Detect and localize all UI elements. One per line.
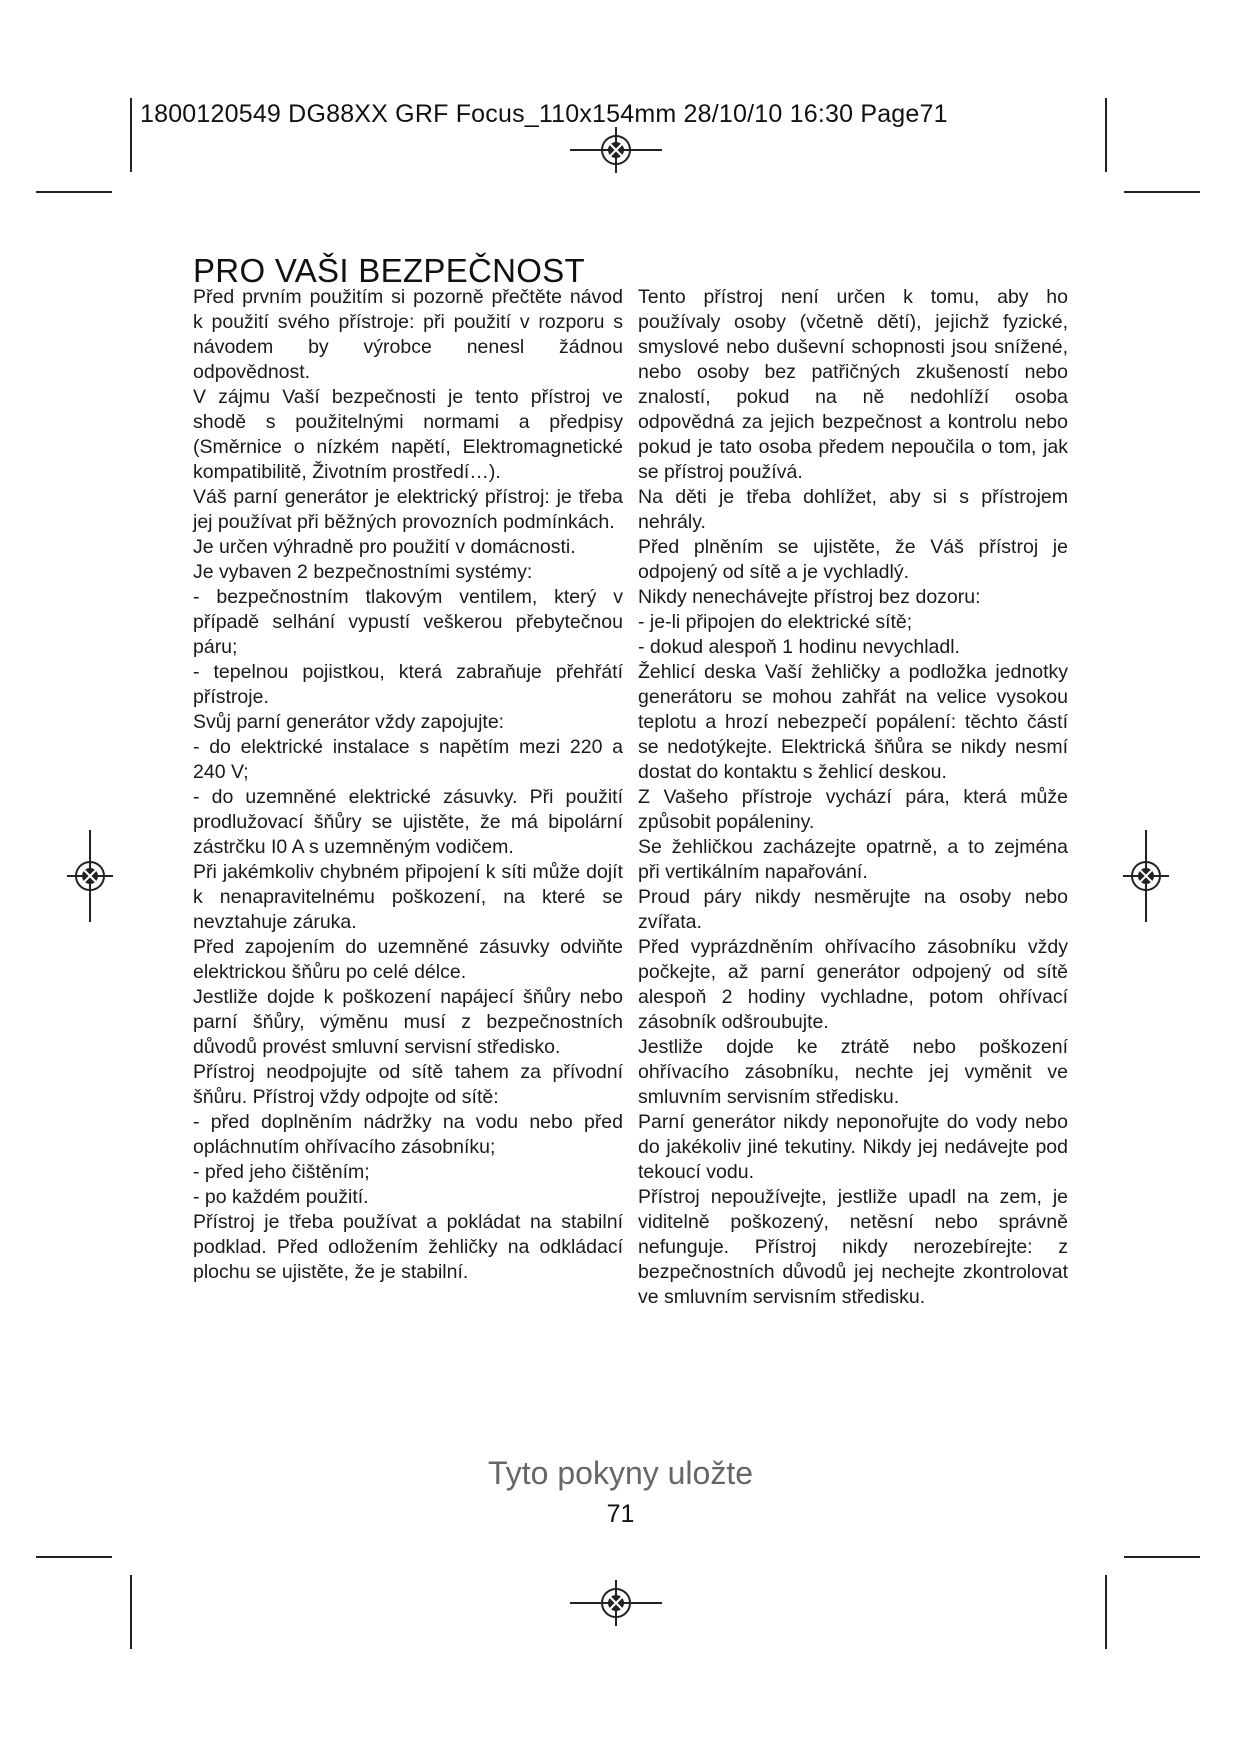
list-item: - před jeho čištěním; [193,1161,370,1183]
crop-mark-bottom-right-vertical [1105,1575,1107,1649]
paragraph: Před vyprázdněním ohřívacího zásobníku vždy počkejte, až parní generátor odpojený od sítě alespoň 2 hodiny vychladne, potom ohřívací zásobník odšroubujte. [638,936,1068,1033]
registration-mark-icon [570,1580,662,1626]
paragraph: Před zapojením do uzemněné zásuvky odviňte elektrickou šňůru po celé délce. [193,936,623,983]
paragraph: Se žehličkou zacházejte opatrně, a to zejména při vertikálním napařování. [638,836,1068,883]
list-item: - po každém použití. [193,1186,369,1208]
list-item: - do elektrické instalace s napětím mezi 220 a 240 V; [193,736,623,783]
crop-mark-top-left-vertical [130,98,132,172]
paragraph: Nikdy nenechávejte přístroj bez dozoru: [638,586,981,608]
paragraph: Jestliže dojde ke ztrátě nebo poškození ohřívacího zásobníku, nechte jej vyměnit ve smluvním servisním středisku. [638,1036,1068,1108]
crop-mark-bottom-left-vertical [130,1575,132,1649]
registration-mark-icon [1123,830,1169,922]
list-item: - bezpečnostním tlakovým ventilem, který v případě selhání vypustí veškerou přebytečnou páru; [193,586,623,658]
crop-mark-top-right-horizontal [1124,191,1200,193]
paragraph: Na děti je třeba dohlížet, aby si s přístrojem nehrály. [638,486,1068,533]
paragraph: Svůj parní generátor vždy zapojujte: [193,711,505,733]
paragraph: Před prvním použitím si pozorně přečtěte návod k použití svého přístroje: při použití v rozporu s návodem by výrobce nenesl žádnou odpovědnost. [193,286,623,383]
registration-mark-icon [67,830,113,922]
paragraph: V zájmu Vaší bezpečnosti je tento přístroj ve shodě s použitelnými normami a předpisy (Směrnice o nízkém napětí, Elektromagnetické kompatibilitě, Životním prostředí…). [193,386,623,483]
paragraph: Přístroj nepoužívejte, jestliže upadl na zem, je viditelně poškozený, netěsní nebo správně nefunguje. Přístroj nikdy nerozebírejte: z bezpečnostních důvodů jej nechejte zkontrolovat ve smluvním servisním středisku. [638,1186,1068,1308]
crop-mark-top-left-horizontal [36,191,112,193]
paragraph: Před plněním se ujistěte, že Váš přístroj je odpojený od sítě a je vychladlý. [638,536,1068,583]
paragraph: Přístroj neodpojujte od sítě tahem za přívodní šňůru. Přístroj vždy odpojte od sítě: [193,1061,623,1108]
list-item: - je-li připojen do elektrické sítě; [638,611,913,633]
crop-mark-bottom-left-horizontal [36,1556,112,1558]
paragraph: Při jakémkoliv chybném připojení k síti může dojít k nenapravitelnému poškození, na které se nevztahuje záruka. [193,861,623,933]
page-title: PRO VAŠI BEZPEČNOST [193,252,585,290]
left-column [193,285,623,1285]
list-item: - dokud alespoň 1 hodinu nevychladl. [638,636,960,658]
paragraph: Jestliže dojde k poškození napájecí šňůry nebo parní šňůry, výměnu musí z bezpečnostních důvodů provést smluvní servisní středisko. [193,986,623,1058]
registration-mark-icon [570,127,662,173]
paragraph: Parní generátor nikdy neponořujte do vody nebo do jakékoliv jiné tekutiny. Nikdy jej nedávejte pod tekoucí vodu. [638,1111,1068,1183]
paragraph: Proud páry nikdy nesměrujte na osoby nebo zvířata. [638,886,1068,933]
print-slug: 1800120549 DG88XX GRF Focus_110x154mm 28/10/10 16:30 Page71 [140,100,948,128]
paragraph: Z Vašeho přístroje vychází pára, která může způsobit popáleniny. [638,786,1068,833]
right-column [638,285,1068,1310]
crop-mark-top-right-vertical [1105,98,1107,172]
list-item: - před doplněním nádržky na vodu nebo před opláchnutím ohřívacího zásobníku; [193,1111,623,1158]
list-item: - do uzemněné elektrické zásuvky. Při použití prodlužovací šňůry se ujistěte, že má bipolární zástrčku I0 A s uzemněným vodičem. [193,786,623,858]
page-number: 71 [606,1500,635,1528]
paragraph: Žehlicí deska Vaší žehličky a podložka jednotky generátoru se mohou zahřát na velice vysokou teplotu a hrozí nebezpečí popálení: těchto částí se nedotýkejte. Elektrická šňůra se nikdy nesmí dostat do kontaktu s žehlicí deskou. [638,661,1068,783]
paragraph: Přístroj je třeba používat a pokládat na stabilní podklad. Před odložením žehličky na odkládací plochu se ujistěte, že je stabilní. [193,1211,623,1283]
list-item: - tepelnou pojistkou, která zabraňuje přehřátí přístroje. [193,661,623,708]
paragraph: Je vybaven 2 bezpečnostními systémy: [193,561,533,583]
crop-mark-bottom-right-horizontal [1124,1556,1200,1558]
footer-note: Tyto pokyny uložte [487,1455,754,1491]
paragraph: Tento přístroj není určen k tomu, aby ho používaly osoby (včetně dětí), jejichž fyzické, smyslové nebo duševní schopnosti jsou snížené, nebo osoby bez patřičných zkušeností nebo znalostí, pokud na ně nedohlíží osoba odpovědná za jejich bezpečnost a kontrolu nebo pokud je tato osoba předem nepoučila o tom, jak se přístroj používá. [638,286,1068,483]
paragraph: Váš parní generátor je elektrický přístroj: je třeba jej používat při běžných provozních podmínkách. [193,486,623,533]
paragraph: Je určen výhradně pro použití v domácnosti. [193,536,576,558]
